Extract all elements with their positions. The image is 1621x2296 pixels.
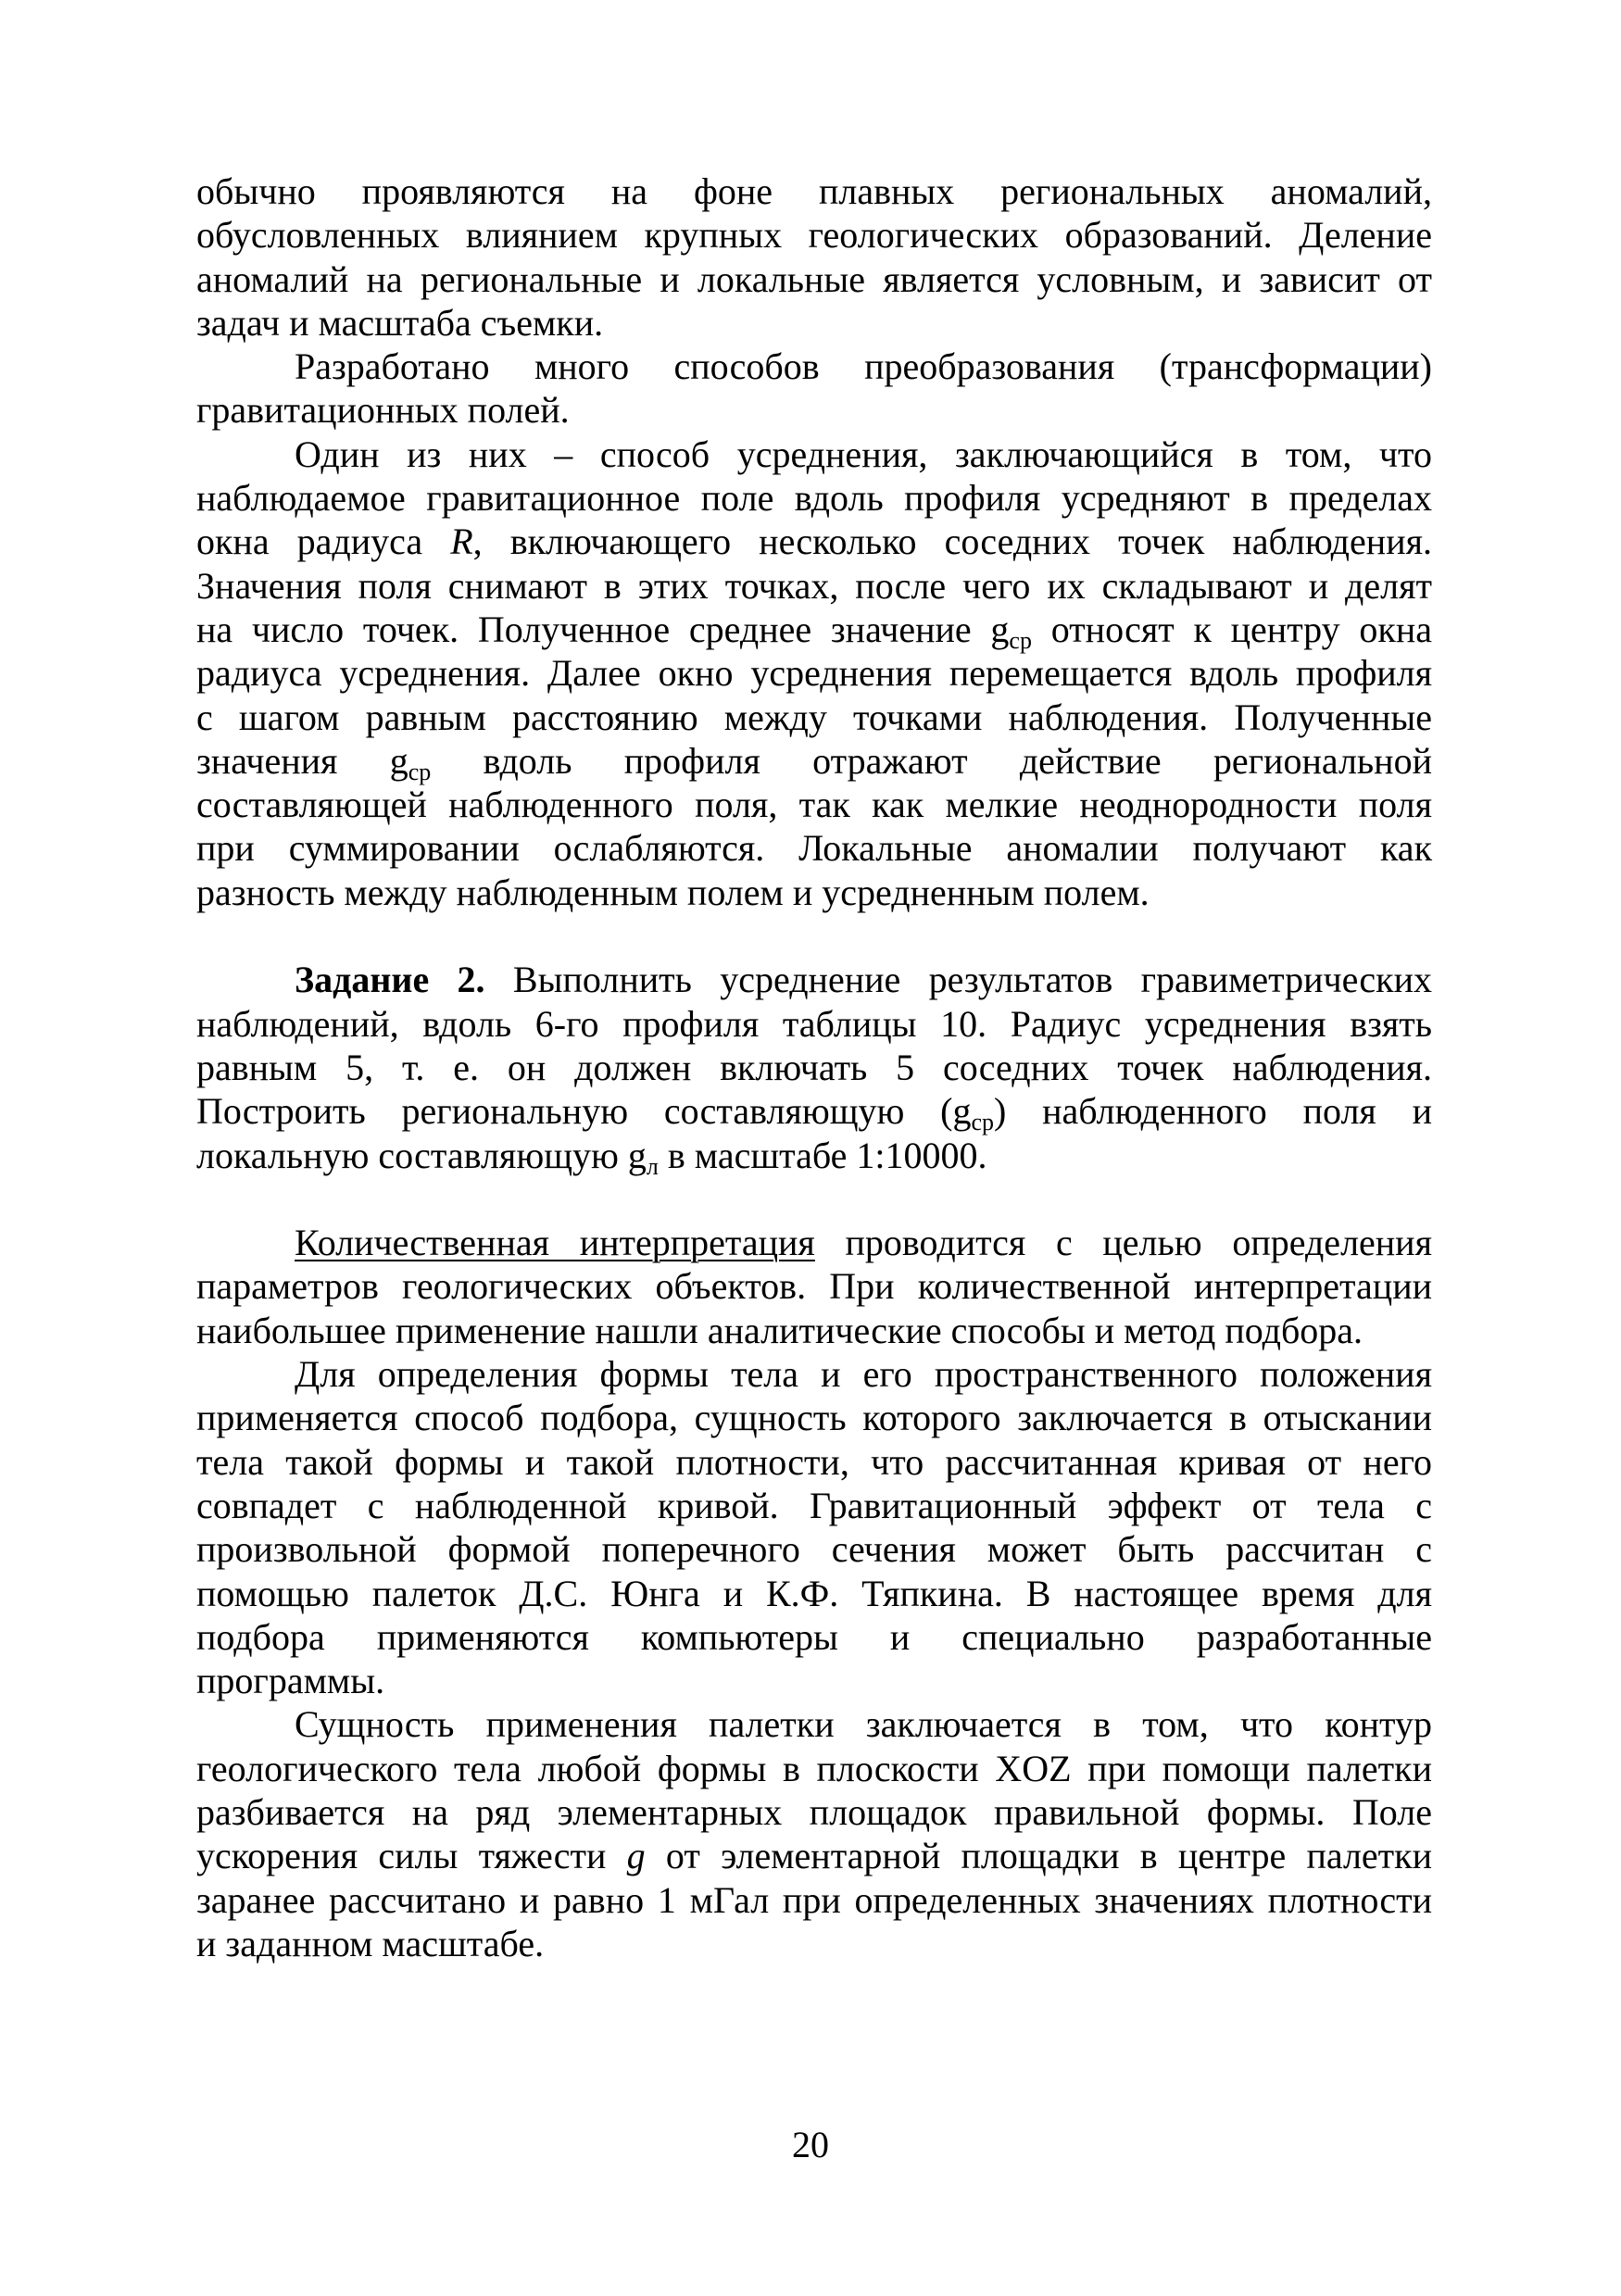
page-number: 20 [792, 2124, 829, 2165]
text-run: разбивается на ряд элементарных площадок правильной формы. Поле [196, 1790, 1432, 1833]
paragraph [196, 1221, 1432, 1352]
text-line [196, 1702, 1432, 1746]
text-run: гравитационных полей. [196, 389, 570, 432]
text-line [196, 520, 1432, 563]
text-run: наблюдений, вдоль 6-го профиля таблицы 10. Радиус усреднения взять [196, 1002, 1432, 1045]
text-line [196, 739, 1432, 783]
text-line [196, 1352, 1432, 1396]
text-run: в масштабе 1:10000. [658, 1134, 987, 1176]
text-line [196, 651, 1432, 695]
text-run: Сущность применения палетки заключается в том, что контур [295, 1703, 1432, 1746]
text-run: геологического тела любой формы в плоскости XOZ при помощи палетки [196, 1747, 1432, 1789]
text-run: окна радиуса [196, 521, 451, 563]
text-run: наблюдаемое гравитационное поле вдоль профиля усредняют в пределах [196, 477, 1432, 520]
text-run: заранее рассчитано и равно 1 мГал при определенных значениях плотности [196, 1878, 1432, 1921]
text-line [196, 1878, 1432, 1922]
text-line [196, 433, 1432, 476]
text-line [196, 1615, 1432, 1659]
text-line [196, 476, 1432, 520]
text-line [196, 871, 1432, 914]
text-line [196, 1089, 1432, 1136]
text-run: Один из них – способ усреднения, заключающийся в том, что [295, 433, 1432, 475]
text-line [196, 958, 1432, 1001]
text-line [196, 1659, 1432, 1702]
text-run: аномалий на региональные и локальные является условным, и зависит от [196, 257, 1432, 300]
text-line [196, 1527, 1432, 1571]
text-line [196, 1834, 1432, 1877]
text-run: Задание 2. [295, 959, 485, 1001]
paragraph [196, 345, 1432, 433]
text-run: Разработано много способов преобразования (трансформации) [295, 345, 1432, 388]
subscript: л [646, 1152, 659, 1180]
text-line [196, 783, 1432, 826]
text-line [196, 213, 1432, 257]
text-run: и заданном масштабе. [196, 1922, 545, 1964]
page-body [196, 169, 1432, 1965]
text-line [196, 301, 1432, 345]
text-run: радиуса усреднения. Далее окно усреднения перемещается вдоль профиля [196, 652, 1432, 695]
text-run: от элементарной площадки в центре палетки [645, 1835, 1432, 1877]
text-run: применяется способ подбора, сущность которого заключается в отыскании [196, 1397, 1432, 1439]
text-run: обычно проявляются на фоне плавных региональных аномалий, [196, 170, 1432, 212]
text-run: R [450, 521, 473, 563]
text-line [196, 1309, 1432, 1352]
text-line [196, 1046, 1432, 1089]
text-run: тела такой формы и такой плотности, что рассчитанная кривая от него [196, 1440, 1432, 1483]
text-line [196, 1747, 1432, 1790]
text-run: наибольшее применение нашли аналитические способы и метод подбора. [196, 1309, 1363, 1351]
text-run: на число точек. Полученное среднее значение g [196, 608, 1010, 650]
text-run: g [626, 1835, 646, 1877]
text-run: ускорения силы тяжести [196, 1835, 627, 1877]
text-run: разность между наблюденным полем и усредненным полем. [196, 871, 1150, 913]
text-run: задач и масштаба съемки. [196, 301, 604, 344]
text-run: подбора применяются компьютеры и специально разработанные [196, 1615, 1432, 1658]
text-line [196, 169, 1432, 213]
text-line [196, 1484, 1432, 1527]
text-run: локальную составляющую g [196, 1134, 647, 1176]
text-run: с шагом равным расстоянию между точками наблюдения. Полученные [196, 696, 1432, 738]
text-line [196, 257, 1432, 301]
text-run: Значения поля снимают в этих точках, после чего их складывают и делят [196, 564, 1432, 607]
text-run: относят к центру окна [1031, 608, 1432, 650]
text-run: вдоль профиля отражают действие региональной [431, 739, 1432, 782]
text-line [196, 1572, 1432, 1615]
paragraph-spacer [196, 1177, 1432, 1221]
text-run: значения g [196, 739, 408, 782]
text-run: обусловленных влиянием крупных геологических образований. Деление [196, 214, 1432, 257]
text-line [196, 1790, 1432, 1834]
text-line [196, 826, 1432, 870]
text-line [196, 1922, 1432, 1965]
text-line [196, 1221, 1432, 1264]
text-line [196, 388, 1432, 432]
text-line [196, 1002, 1432, 1046]
text-run: при суммировании ослабляются. Локальные аномалии получают как [196, 827, 1432, 870]
text-line [196, 1440, 1432, 1484]
text-line [196, 564, 1432, 608]
text-run: Выполнить усреднение результатов гравиметрических [484, 959, 1432, 1001]
text-line [196, 696, 1432, 739]
paragraph [196, 1702, 1432, 1965]
text-line [196, 1264, 1432, 1308]
text-run: Для определения формы тела и его пространственного положения [295, 1353, 1432, 1396]
text-run: проводится с целью определения [814, 1222, 1432, 1264]
text-line [196, 1134, 1432, 1180]
text-run: помощью палеток Д.С. Юнга и К.Ф. Тяпкина. В настоящее время для [196, 1572, 1432, 1614]
paragraph [196, 958, 1432, 1180]
subscript: ср [971, 1109, 995, 1136]
text-run: равным 5, т. е. он должен включать 5 соседних точек наблюдения. [196, 1046, 1432, 1088]
text-line [196, 608, 1432, 654]
text-run: , включающего несколько соседних точек наблюдения. [472, 521, 1432, 563]
text-line [196, 345, 1432, 388]
subscript: ср [1009, 626, 1032, 654]
paragraph [196, 433, 1432, 914]
text-run: параметров геологических объектов. При количественной интерпретации [196, 1265, 1432, 1308]
text-run: Количественная интерпретация [295, 1222, 815, 1264]
paragraph [196, 169, 1432, 345]
text-line [196, 1396, 1432, 1439]
paragraph [196, 1352, 1432, 1702]
text-run: произвольной формой поперечного сечения может быть рассчитан с [196, 1528, 1432, 1571]
text-run: совпадет с наблюденной кривой. Гравитационный эффект от тела с [196, 1484, 1432, 1526]
text-run: программы. [196, 1660, 385, 1702]
text-run: составляющей наблюденного поля, так как мелкие неоднородности поля [196, 784, 1432, 826]
paragraph-spacer [196, 914, 1432, 958]
subscript: ср [408, 758, 432, 785]
text-run: Построить региональную составляющую (g [196, 1090, 972, 1133]
text-run: ) наблюденного поля и [994, 1090, 1432, 1133]
